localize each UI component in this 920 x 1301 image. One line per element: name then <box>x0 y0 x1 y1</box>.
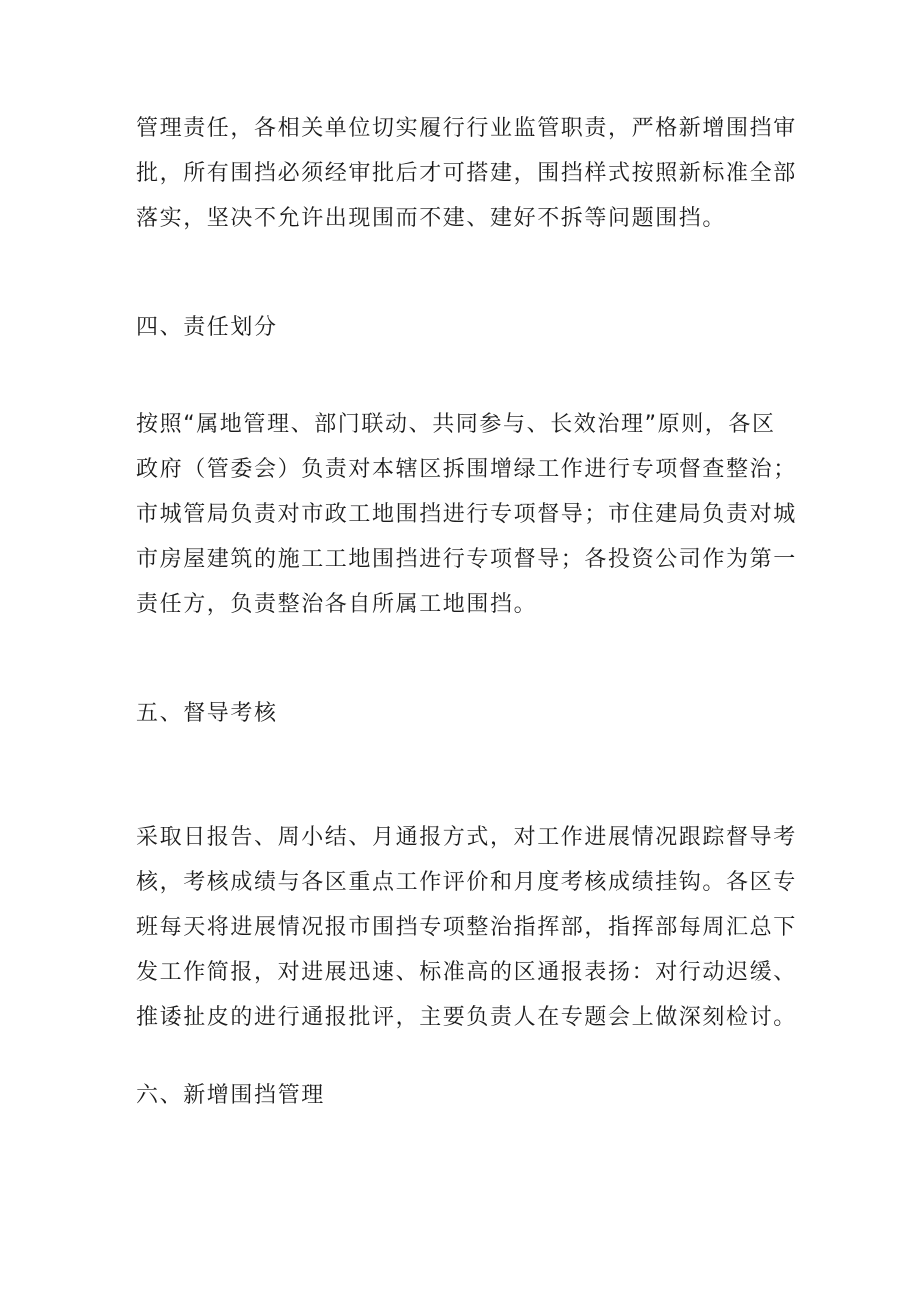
paragraph-responsibility-division <box>136 402 797 627</box>
section-heading-new-hoarding-management: 六、新增围挡管理 <box>136 1083 325 1108</box>
paragraph-line: 市城管局负责对市政工地围挡进行专项督导；市住建局负责对城 <box>136 502 797 527</box>
paragraph-line: 发工作简报，对进展迅速、标准高的区通报表扬：对行动迟缓、 <box>136 960 797 985</box>
paragraph-line: 按照“属地管理、部门联动、共同参与、长效治理”原则，各区 <box>136 412 776 437</box>
paragraph-line: 落实，坚决不允许出现围而不建、建好不拆等问题围挡。 <box>136 206 727 231</box>
paragraph-responsibility-continued <box>136 106 797 241</box>
paragraph-line: 市房屋建筑的施工工地围挡进行专项督导；各投资公司作为第一 <box>136 547 797 572</box>
paragraph-line: 班每天将进展情况报市围挡专项整治指挥部，指挥部每周汇总下 <box>136 915 797 940</box>
paragraph-line: 采取日报告、周小结、月通报方式，对工作进展情况跟踪督导考 <box>136 825 797 850</box>
paragraph-supervision-assessment <box>136 815 797 1040</box>
paragraph-line: 推诿扯皮的进行通报批评，主要负责人在专题会上做深刻检讨。 <box>136 1005 797 1030</box>
paragraph-line: 核，考核成绩与各区重点工作评价和月度考核成绩挂钩。各区专 <box>136 870 797 895</box>
paragraph-line: 管理责任，各相关单位切实履行行业监管职责，严格新增围挡审 <box>136 116 797 141</box>
section-heading-supervision-assessment: 五、督导考核 <box>136 701 278 726</box>
paragraph-line: 责任方，负责整治各自所属工地围挡。 <box>136 592 538 617</box>
section-heading-responsibility-division: 四、责任划分 <box>136 315 278 340</box>
paragraph-line: 政府（管委会）负责对本辖区拆围增绿工作进行专项督查整治； <box>136 457 797 482</box>
paragraph-line: 批，所有围挡必须经审批后才可搭建，围挡样式按照新标准全部 <box>136 161 797 186</box>
